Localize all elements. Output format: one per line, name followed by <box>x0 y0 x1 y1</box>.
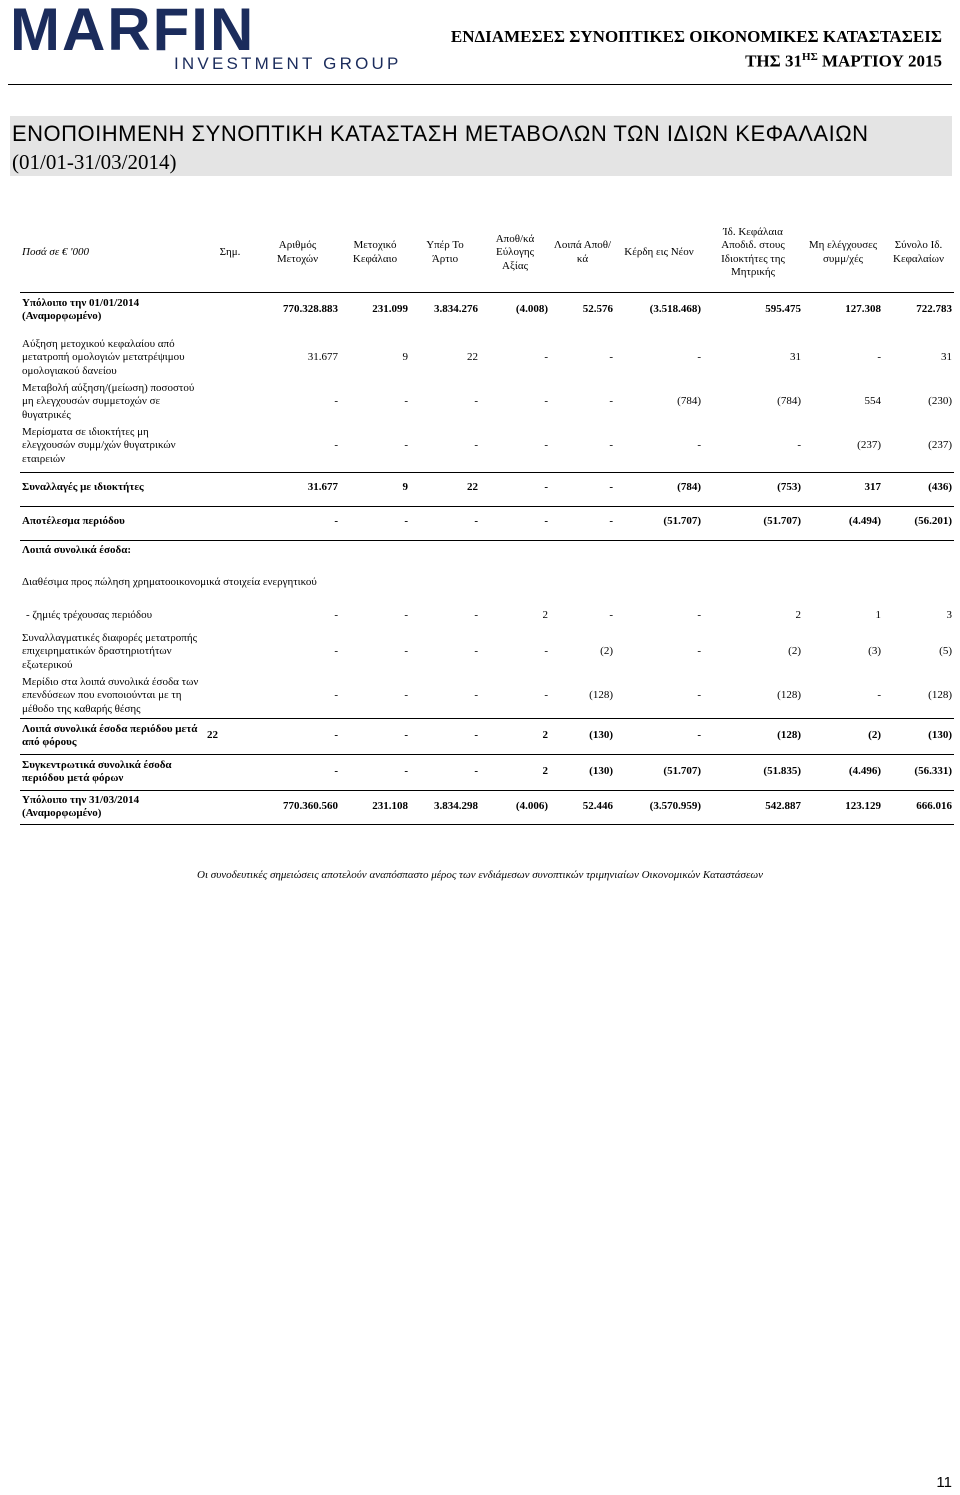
cell-col3: - <box>474 439 478 452</box>
cell-col6: - <box>697 439 701 452</box>
cell-col6: (51.707) <box>615 506 703 536</box>
cell-col4: 2 <box>480 718 550 754</box>
cell-col6: - <box>697 609 701 622</box>
cell-col1: - <box>334 439 338 452</box>
cell-col2: - <box>404 645 408 658</box>
col-parent-equity-header: Ίδ. Κεφάλαια Αποδιδ. στους Ιδιοκτήτες της Μητρικής <box>721 225 785 279</box>
cell-col8: 554 <box>864 395 881 408</box>
cell-col5: - <box>609 609 613 622</box>
row-note <box>205 380 255 424</box>
cell-col1: - <box>255 718 340 754</box>
table-row-r3 <box>20 424 954 468</box>
cell-col5: (128) <box>589 689 613 701</box>
cell-col7: (753) <box>703 472 803 502</box>
row-label: Λοιπά συνολικά έσοδα περιόδου μετά από φόρους <box>20 718 205 754</box>
cell-col1: 31.677 <box>255 472 340 502</box>
statement-title-box <box>10 116 952 176</box>
cell-col8: (4.496) <box>803 754 883 790</box>
cell-col4: 2 <box>480 754 550 790</box>
cell-col7: (128) <box>777 689 801 701</box>
marfin-logo <box>10 0 402 74</box>
col-other-reserves-header: Λοιπά Αποθ/κά <box>553 239 612 265</box>
cell-col3: 3.834.276 <box>434 303 478 316</box>
row-label: Συναλλαγματικές διαφορές μετατροπής επιχειρηματικών δραστηριοτήτων εξωτερικού <box>22 631 197 671</box>
cell-col8: (4.494) <box>803 506 883 536</box>
col-shares-header: Αριθμός Μετοχών <box>276 239 319 265</box>
cell-col5: (2) <box>600 645 613 658</box>
cell-col9: 31 <box>941 351 952 364</box>
cell-col5: - <box>609 351 613 364</box>
row-label: Μερίδιο στα λοιπά συνολικά έσοδα των επενδύσεων που ενοποιούνται με τη μέθοδο της καθαρής θέσης <box>22 675 199 715</box>
equity-changes-body <box>20 294 954 825</box>
document-title <box>451 26 942 72</box>
cell-col9: (237) <box>928 439 952 452</box>
col-nci-header: Μη ελέγχουσες συμμ/χές <box>808 239 878 265</box>
cell-col7: (128) <box>703 718 803 754</box>
cell-col8: 123.129 <box>803 790 883 824</box>
cell-col9: (56.331) <box>883 754 954 790</box>
cell-col8: 317 <box>803 472 883 502</box>
table-row-owners <box>20 472 954 502</box>
cell-col3: - <box>474 689 478 701</box>
cell-col9: (56.201) <box>883 506 954 536</box>
row-spacer <box>20 326 954 336</box>
table-row-opening <box>20 294 954 326</box>
row-label: Συναλλαγές με ιδιοκτήτες <box>20 472 205 502</box>
cell-col4: (4.008) <box>515 303 548 316</box>
col-capital-header: Μετοχικό Κεφάλαιο <box>352 239 398 265</box>
cell-col6: - <box>697 351 701 364</box>
cell-col2: - <box>340 506 410 536</box>
header-divider <box>8 84 952 85</box>
cell-col1: - <box>334 689 338 701</box>
row-label: Μεταβολή αύξηση/(μείωση) ποσοστού μη ελεγχουσών συμμετοχών σε θυγατρικές <box>22 381 195 421</box>
document-title-date-b: ΜΑΡΤΙΟΥ 2015 <box>817 51 942 71</box>
table-row-r1 <box>20 336 954 380</box>
row-note <box>205 424 255 468</box>
document-title-date-a: ΤΗΣ 31 <box>745 51 803 71</box>
row-label: Μερίσματα σε ιδιοκτήτες μη ελεγχουσών συμμ/χών θυγατρικών εταιρειών <box>22 425 176 465</box>
cell-col7: (51.707) <box>703 506 803 536</box>
table-section-heading <box>20 560 954 606</box>
cell-col9: 722.783 <box>916 303 952 316</box>
cell-col2: - <box>404 395 408 408</box>
cell-col2: - <box>340 718 410 754</box>
cell-col1: - <box>334 395 338 408</box>
cell-col5: (130) <box>550 718 615 754</box>
table-row-r6 <box>20 674 954 718</box>
row-note <box>205 336 255 380</box>
page-header <box>0 0 960 80</box>
cell-col3: 22 <box>410 472 480 502</box>
col-retained-header: Κέρδη εις Νέον <box>624 246 694 258</box>
cell-col2: - <box>404 689 408 701</box>
col-label-header: Ποσά σε € '000 <box>22 246 90 258</box>
row-note <box>205 674 255 718</box>
row-label: Συγκεντρωτικά συνολικά έσοδα περιόδου μετά φόρων <box>20 754 205 790</box>
cell-col7: 595.475 <box>765 303 801 316</box>
cell-col7: 542.887 <box>703 790 803 824</box>
cell-col2: - <box>340 754 410 790</box>
logo-sub-text: INVESTMENT GROUP <box>174 54 402 73</box>
footer-note: Οι συνοδευτικές σημειώσεις αποτελούν αναπόσπαστο μέρος των ενδιάμεσων συνοπτικών τριμηνιαίων Οικονομικών Καταστάσεων <box>197 869 763 881</box>
cell-col3: - <box>410 718 480 754</box>
cell-col8: (3) <box>868 645 881 658</box>
cell-col1: - <box>334 645 338 658</box>
cell-col7: (784) <box>777 395 801 408</box>
cell-col9: (436) <box>883 472 954 502</box>
table-row-oci_total <box>20 718 954 754</box>
row-note: 22 <box>205 718 255 754</box>
cell-col6: (784) <box>677 395 701 408</box>
row-label: - ζημιές τρέχουσας περιόδου <box>26 609 153 622</box>
row-note <box>205 790 255 824</box>
cell-col8: - <box>877 351 881 364</box>
section-heading-oci_sub: Διαθέσιμα προς πώληση χρηματοοικονομικά στοιχεία ενεργητικού <box>22 576 317 589</box>
section-heading-oci_heading: Λοιπά συνολικά έσοδα: <box>20 540 954 560</box>
row-note <box>205 506 255 536</box>
cell-col3: - <box>410 506 480 536</box>
statement-title: ΕΝΟΠΟΙΗΜΕΝΗ ΣΥΝΟΠΤΙΚΗ ΚΑΤΑΣΤΑΣΗ ΜΕΤΑΒΟΛΩΝ ΤΩΝ ΙΔΙΩΝ ΚΕΦΑΛΑΙΩΝ <box>12 121 869 146</box>
cell-col5: - <box>609 439 613 452</box>
cell-col5: 52.576 <box>582 303 613 316</box>
cell-col3: - <box>474 609 478 622</box>
cell-col2: 9 <box>340 472 410 502</box>
cell-col6: (3.570.959) <box>615 790 703 824</box>
cell-col5: (130) <box>550 754 615 790</box>
table-row-closing <box>20 790 954 824</box>
cell-col1: 770.360.560 <box>255 790 340 824</box>
col-premium-header: Υπέρ Το Άρτιο <box>426 239 464 265</box>
cell-col8: 1 <box>875 609 881 622</box>
cell-col2: - <box>404 609 408 622</box>
cell-col9: (130) <box>883 718 954 754</box>
cell-col9: (230) <box>928 395 952 408</box>
cell-col9: 3 <box>946 609 952 622</box>
col-total-header: Σύνολο Ιδ. Κεφαλαίων <box>893 239 944 265</box>
cell-col4: - <box>544 395 548 408</box>
page-number: 11 <box>936 1474 952 1491</box>
row-note <box>205 294 255 326</box>
cell-col7: 2 <box>795 609 801 622</box>
row-note <box>205 754 255 790</box>
cell-col7: (51.835) <box>703 754 803 790</box>
col-note-header: Σημ. <box>219 246 241 258</box>
cell-col2: 231.108 <box>340 790 410 824</box>
cell-col7: - <box>797 439 801 452</box>
cell-col4: - <box>544 645 548 658</box>
table-row-result <box>20 506 954 536</box>
cell-col4: - <box>544 351 548 364</box>
row-note <box>205 630 255 674</box>
col-fairvalue-header: Αποθ/κά Εύλογης Αξίας <box>495 232 535 272</box>
table-row-r4 <box>20 606 954 626</box>
cell-col4: - <box>544 439 548 452</box>
cell-col5: - <box>609 395 613 408</box>
cell-col2: - <box>404 439 408 452</box>
document-title-line1: ΕΝΔΙΑΜΕΣΕΣ ΣΥΝΟΠΤΙΚΕΣ ΟΙΚΟΝΟΜΙΚΕΣ ΚΑΤΑΣΤΑΣΕΙΣ <box>450 27 942 46</box>
row-label: Υπόλοιπο την 31/03/2014 (Αναμορφωμένο) <box>20 790 205 824</box>
statement-period: (01/01-31/03/2014) <box>12 150 177 174</box>
cell-col8: (2) <box>803 718 883 754</box>
cell-col3: 3.834.298 <box>410 790 480 824</box>
document-title-date-sup: ΗΣ <box>802 51 818 63</box>
cell-col1: - <box>334 609 338 622</box>
row-note <box>205 606 255 626</box>
cell-col4: 2 <box>542 609 548 622</box>
table-row-r2 <box>20 380 954 424</box>
document-title-line2 <box>451 47 942 72</box>
cell-col8: (237) <box>857 439 881 452</box>
cell-col6: - <box>697 645 701 658</box>
cell-col5: - <box>550 472 615 502</box>
cell-col9: (5) <box>939 645 952 658</box>
cell-col4: - <box>480 472 550 502</box>
row-label: Υπόλοιπο την 01/01/2014 (Αναμορφωμένο) <box>22 296 140 322</box>
row-label: Αύξηση μετοχικού κεφαλαίου από μετατροπή ομολογιών μετατρέψιμου ομολογιακού δανείου <box>22 337 185 377</box>
table-section-heading <box>20 540 954 560</box>
cell-col4: - <box>480 506 550 536</box>
cell-col3: 22 <box>467 351 478 364</box>
cell-col3: - <box>474 395 478 408</box>
cell-col8: 127.308 <box>845 303 881 316</box>
row-note <box>205 472 255 502</box>
cell-col2: 231.099 <box>372 303 408 316</box>
table-row-r5 <box>20 630 954 674</box>
cell-col3: - <box>474 645 478 658</box>
table-row-total_ci <box>20 754 954 790</box>
cell-col6: (3.518.468) <box>649 303 701 316</box>
cell-col1: - <box>255 754 340 790</box>
logo-main-text: MARFIN <box>10 0 256 63</box>
table-header-row <box>20 214 954 292</box>
cell-col6: - <box>615 718 703 754</box>
row-label: Αποτέλεσμα περιόδου <box>20 506 205 536</box>
cell-col6: (784) <box>615 472 703 502</box>
row-spacer-cell <box>20 326 954 336</box>
cell-col6: - <box>697 689 701 701</box>
cell-col4: - <box>544 689 548 701</box>
cell-col9: 666.016 <box>883 790 954 824</box>
cell-col5: 52.446 <box>550 790 615 824</box>
cell-col4: (4.006) <box>480 790 550 824</box>
cell-col7: 31 <box>790 351 801 364</box>
cell-col1: - <box>255 506 340 536</box>
cell-col2: 9 <box>402 351 408 364</box>
cell-col1: 770.328.883 <box>283 303 338 316</box>
cell-col3: - <box>410 754 480 790</box>
cell-col6: (51.707) <box>615 754 703 790</box>
cell-col7: (2) <box>788 645 801 658</box>
cell-col9: (128) <box>928 689 952 701</box>
cell-col8: - <box>877 689 881 701</box>
cell-col5: - <box>550 506 615 536</box>
cell-col1: 31.677 <box>307 351 338 364</box>
